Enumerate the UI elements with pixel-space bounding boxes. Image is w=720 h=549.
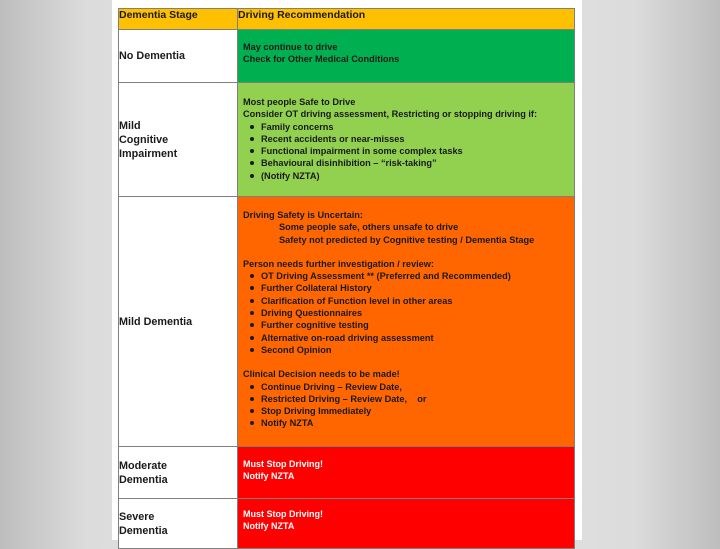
driving-recommendation-table — [118, 8, 575, 549]
list-item: Driving Questionnaires — [243, 307, 569, 319]
stage-mild-dementia: Mild Dementia — [119, 197, 238, 447]
safety-line: Safety not predicted by Cognitive testing / Dementia Stage — [279, 234, 535, 245]
recommendation-line: Notify NZTA — [243, 521, 295, 532]
decision-bullet-list — [243, 381, 569, 430]
recommendation-mild-dementia — [238, 197, 575, 447]
list-item: (Notify NZTA) — [243, 170, 569, 182]
safety-line: Some people safe, others unsafe to drive — [279, 222, 459, 233]
list-item: Continue Driving – Review Date, — [243, 381, 569, 393]
table-row-severe-dementia — [119, 499, 575, 549]
stage-column-header: Dementia Stage — [119, 9, 238, 30]
list-item: Further Collateral History — [243, 282, 569, 294]
list-item: Second Opinion — [243, 344, 569, 356]
stage-label: Severe Dementia — [119, 510, 168, 537]
recommendation-line: Notify NZTA — [243, 471, 295, 482]
recommendation-line: Most people Safe to Drive — [243, 97, 356, 107]
stage-mild-cognitive-impairment — [119, 83, 238, 197]
table-header-row — [119, 9, 575, 30]
mci-bullet-list — [243, 121, 569, 182]
stage-no-dementia: No Dementia — [119, 30, 238, 83]
list-item: Alternative on-road driving assessment — [243, 332, 569, 344]
investigation-heading: Person needs further investigation / review: — [243, 258, 434, 269]
list-item: OT Driving Assessment ** (Preferred and Recommended) — [243, 270, 569, 282]
recommendation-no-dementia — [238, 30, 575, 83]
list-item: Functional impairment in some complex tasks — [243, 145, 569, 157]
stage-severe-dementia — [119, 499, 238, 549]
recommendation-moderate-dementia — [238, 447, 575, 499]
table-row-mild-dementia — [119, 197, 575, 447]
list-item: Restricted Driving – Review Date, or — [243, 393, 569, 405]
table-row-moderate-dementia — [119, 447, 575, 499]
safety-heading: Driving Safety is Uncertain: — [243, 210, 363, 220]
list-item: Further cognitive testing — [243, 319, 569, 331]
stage-label: Moderate Dementia — [119, 459, 168, 486]
stage-label: Mild Cognitive Impairment — [119, 119, 178, 160]
stage-moderate-dementia — [119, 447, 238, 499]
list-item: Clarification of Function level in other areas — [243, 295, 569, 307]
list-item: Family concerns — [243, 121, 569, 133]
recommendation-line: Must Stop Driving! — [243, 459, 323, 469]
recommendation-column-header: Driving Recommendation — [238, 9, 575, 30]
table-row-mci — [119, 83, 575, 197]
list-item: Behavioural disinhibition – “risk-taking” — [243, 157, 569, 169]
table-row-no-dementia — [119, 30, 575, 83]
decision-heading: Clinical Decision needs to be made! — [243, 369, 400, 380]
recommendation-line: Check for Other Medical Conditions — [243, 54, 400, 65]
recommendation-mci — [238, 83, 575, 197]
document-page — [112, 0, 582, 540]
list-item: Stop Driving Immediately — [243, 405, 569, 417]
investigation-bullet-list — [243, 270, 569, 356]
list-item: Recent accidents or near-misses — [243, 133, 569, 145]
recommendation-line: Consider OT driving assessment, Restricting or stopping driving if: — [243, 109, 538, 120]
recommendation-line: Must Stop Driving! — [243, 509, 323, 519]
list-item: Notify NZTA — [243, 417, 569, 429]
recommendation-line: May continue to drive — [243, 42, 338, 52]
recommendation-severe-dementia — [238, 499, 575, 549]
